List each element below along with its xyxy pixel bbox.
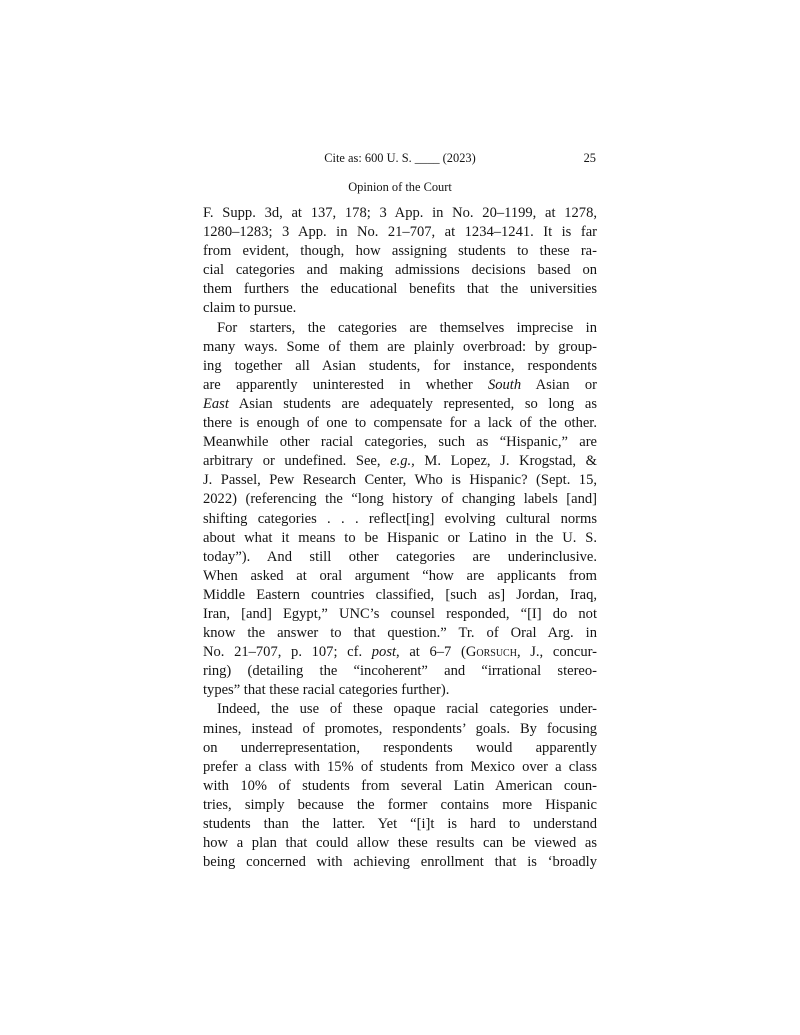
text-line: types” that these racial categories further). <box>203 682 450 699</box>
text-line: ing together all Asian students, for instance, respondents <box>203 357 597 374</box>
text-line: today”). And still other categories are underinclusive. <box>203 548 597 565</box>
running-head <box>203 149 597 167</box>
text-line: about what it means to be Hispanic or Latino in the U. S. <box>203 529 597 546</box>
text-line: there is enough of one to compensate for a lack of the other. <box>203 415 597 432</box>
text-line: East Asian students are adequately represented, so long as <box>203 395 597 412</box>
text-line: 1280–1283; 3 App. in No. 21–707, at 1234–1241. It is far <box>203 224 597 241</box>
text-line: many ways. Some of them are plainly overbroad: by group- <box>203 338 597 355</box>
text-line: are apparently uninterested in whether South Asian or <box>203 376 598 393</box>
text-line: arbitrary or undefined. See, e.g., M. Lopez, J. Krogstad, & <box>203 453 597 470</box>
text-line: shifting categories . . . reflect[ing] evolving cultural norms <box>203 510 597 527</box>
text-line: No. 21–707, p. 107; cf. post, at 6–7 (Gorsuch, J., concur- <box>203 644 597 661</box>
text-line: from evident, though, how assigning students to these ra- <box>203 243 597 260</box>
opinion-body <box>203 204 597 872</box>
text-line: 2022) (referencing the “long history of changing labels [and] <box>203 491 597 508</box>
text-line: F. Supp. 3d, at 137, 178; 3 App. in No. 20–1199, at 1278, <box>203 205 597 221</box>
text-line: J. Passel, Pew Research Center, Who is Hispanic? (Sept. 15, <box>203 472 597 489</box>
text-line: cial categories and making admissions decisions based on <box>203 262 597 279</box>
text-line: Meanwhile other racial categories, such as “Hispanic,” are <box>203 434 597 451</box>
text-line: on underrepresentation, respondents would apparently <box>203 739 597 756</box>
text-line: claim to pursue. <box>203 300 297 317</box>
text-line: know the answer to that question.” Tr. of Oral Arg. in <box>203 625 597 642</box>
text-line: When asked at oral argument “how are applicants from <box>203 567 597 584</box>
text-line: prefer a class with 15% of students from Mexico over a class <box>203 758 597 775</box>
citation-header: Cite as: 600 U. S. ____ (2023) <box>324 151 476 165</box>
text-line: how a plan that could allow these results can be viewed as <box>203 835 597 852</box>
text-line: them furthers the educational benefits that the universities <box>203 281 597 298</box>
text-line: Iran, [and] Egypt,” UNC’s counsel responded, “[I] do not <box>203 605 597 622</box>
text-line: tries, simply because the former contains more Hispanic <box>203 796 597 813</box>
text-line: ring) (detailing the “incoherent” and “irrational stereo- <box>203 663 597 680</box>
page-number: 25 <box>583 151 596 165</box>
text-line: students than the latter. Yet “[i]t is hard to understand <box>203 816 597 832</box>
text-line: with 10% of students from several Latin American coun- <box>203 777 597 794</box>
text-line: Indeed, the use of these opaque racial categories under- <box>217 701 597 718</box>
text-line: being concerned with achieving enrollment that is ‘broadly <box>203 854 597 871</box>
opinion-subtitle: Opinion of the Court <box>348 180 452 194</box>
text-line: Middle Eastern countries classified, [such as] Jordan, Iraq, <box>203 586 597 603</box>
text-line: mines, instead of promotes, respondents’ goals. By focusing <box>203 720 597 737</box>
text-line: For starters, the categories are themselves imprecise in <box>217 319 597 336</box>
